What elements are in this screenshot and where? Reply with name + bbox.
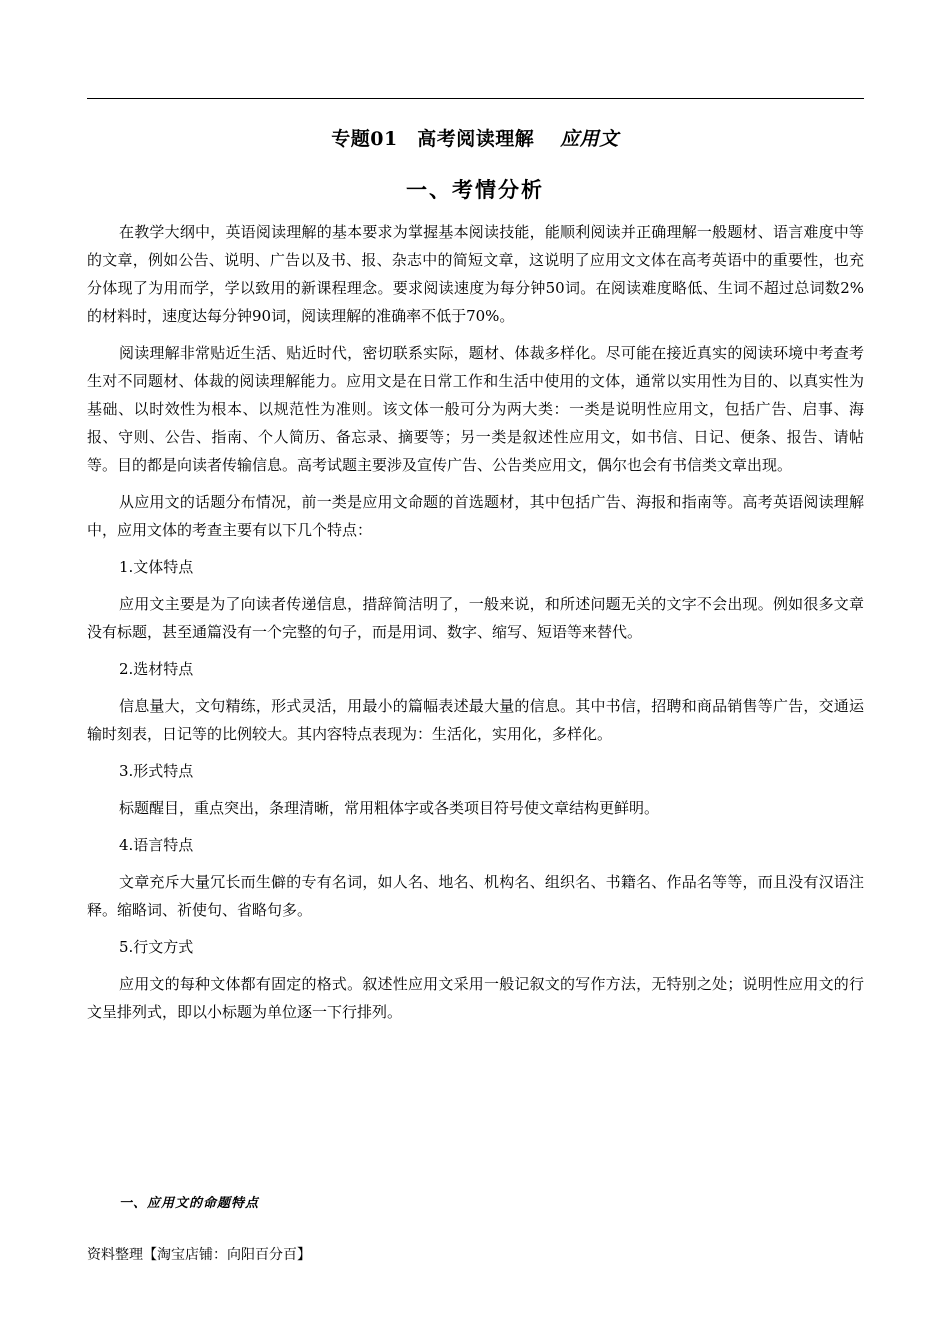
header-rule bbox=[87, 98, 864, 99]
paragraph: 在教学大纲中，英语阅读理解的基本要求为掌握基本阅读技能，能顺利阅读并正确理解一般题材、语言难度中等的文章，例如公告、说明、广告以及书、报、杂志中的简短文章，这说明了应用文文体在高考英语中的重要性，也充分体现了为用而学，学以致用的新课程理念。要求阅读速度为每分钟50词。在阅读难度略低、生词不超过总词数2%的材料时，速度达每分钟90词，阅读理解的准确率不低于70%。 bbox=[87, 223, 864, 325]
paragraph: 应用文主要是为了向读者传递信息，措辞简洁明了，一般来说，和所述问题无关的文字不会出现。例如很多文章没有标题，甚至通篇没有一个完整的句子，而是用词、数字、缩写、短语等来替代。 bbox=[87, 595, 864, 641]
paragraph: 信息量大，文句精练，形式灵活，用最小的篇幅表述最大量的信息。其中书信，招聘和商品销售等广告，交通运输时刻表，日记等的比例较大。其内容特点表现为：生活化，实用化，多样化。 bbox=[87, 697, 864, 743]
subheading: 5.行文方式 bbox=[119, 938, 194, 956]
paragraph: 标题醒目，重点突出，条理清晰，常用粗体字或各类项目符号使文章结构更鲜明。 bbox=[119, 799, 660, 817]
section-title: 一、考情分析 bbox=[406, 177, 544, 202]
subheading: 4.语言特点 bbox=[119, 836, 194, 854]
subheading: 2.选材特点 bbox=[119, 660, 194, 678]
title-sub: 应用文 bbox=[560, 128, 619, 150]
title-main: 专题01 高考阅读理解 bbox=[331, 128, 535, 150]
paragraph: 应用文的每种文体都有固定的格式。叙述性应用文采用一般记叙文的写作方法，无特别之处；说明性应用文的行文呈排列式，即以小标题为单位逐一下行排列。 bbox=[87, 975, 864, 1021]
subsection-title: 一、应用文的命题特点 bbox=[119, 1196, 260, 1211]
document-title bbox=[0, 124, 950, 151]
paragraph: 从应用文的话题分布情况，前一类是应用文命题的首选题材，其中包括广告、海报和指南等。高考英语阅读理解中，应用文体的考查主要有以下几个特点： bbox=[87, 493, 864, 539]
footer-note: 资料整理【淘宝店铺：向阳百分百】 bbox=[87, 1247, 311, 1263]
paragraph: 文章充斥大量冗长而生僻的专有名词，如人名、地名、机构名、组织名、书籍名、作品名等等，而且没有汉语注释。缩略词、祈使句、省略句多。 bbox=[87, 873, 864, 919]
subheading: 1.文体特点 bbox=[119, 558, 194, 576]
paragraph: 阅读理解非常贴近生活、贴近时代，密切联系实际，题材、体裁多样化。尽可能在接近真实的阅读环境中考查考生对不同题材、体裁的阅读理解能力。应用文是在日常工作和生活中使用的文体，通常以实用性为目的、以真实性为基础、以时效性为根本、以规范性为准则。该文体一般可分为两大类：一类是说明性应用文，包括广告、启事、海报、守则、公告、指南、个人简历、备忘录、摘要等；另一类是叙述性应用文，如书信、日记、便条、报告、请帖等。目的都是向读者传输信息。高考试题主要涉及宣传广告、公告类应用文，偶尔也会有书信类文章出现。 bbox=[87, 344, 864, 474]
body-text bbox=[87, 218, 864, 1035]
subheading: 3.形式特点 bbox=[119, 762, 194, 780]
